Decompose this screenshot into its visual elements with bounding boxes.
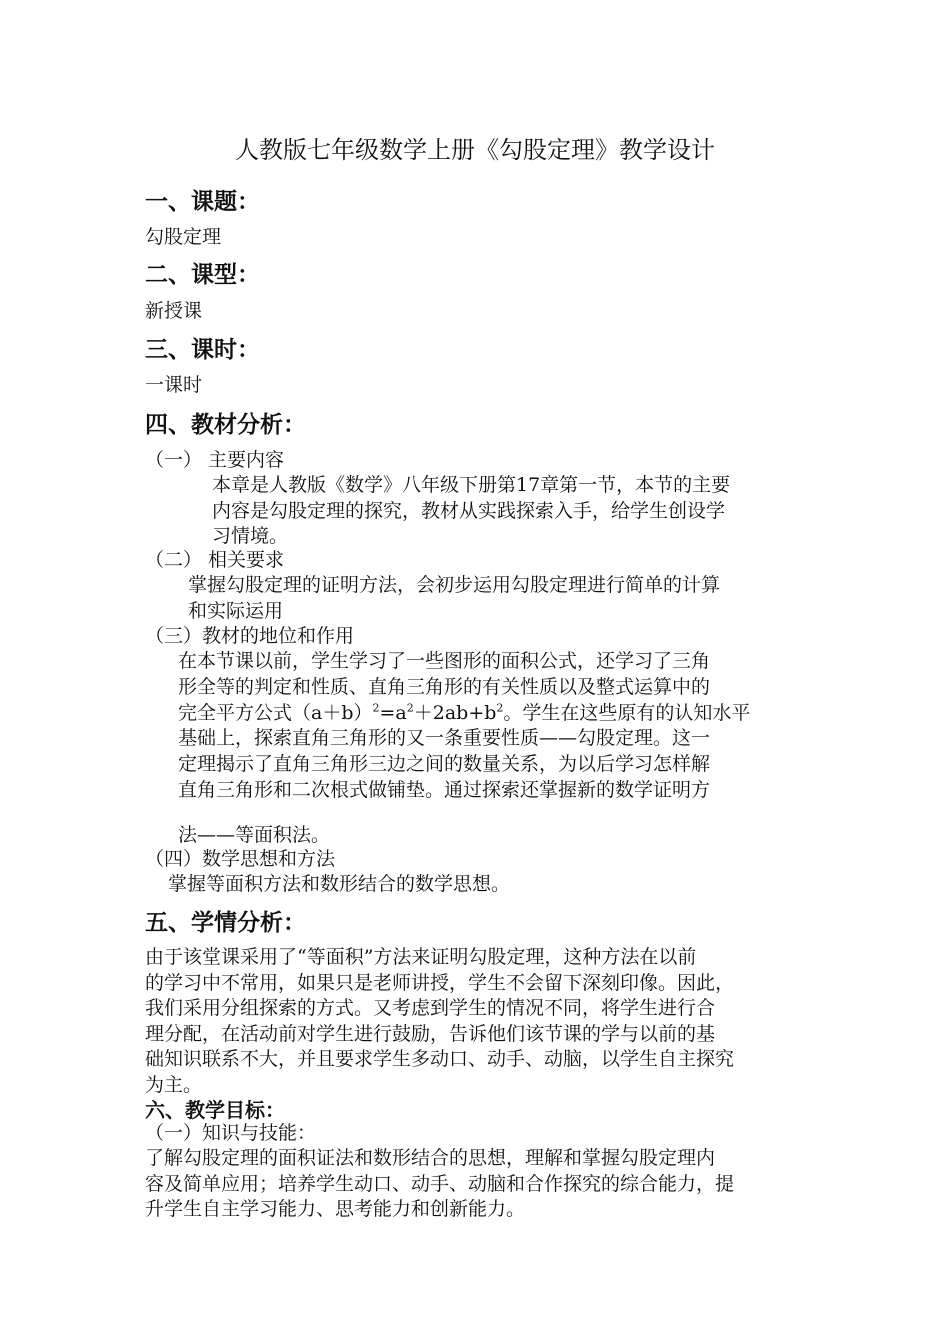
text-line: 容及简单应用；培养学生动口、动手、动脑和合作探究的综合能力，提 [145,1172,735,1195]
text-line: 我们采用分组探索的方式。又考虑到学生的情况不同，将学生进行合 [145,997,716,1019]
text-line: 定理揭示了直角三角形三边之间的数量关系，为以后学习怎样解 [178,753,711,776]
formula-part: =a [379,701,407,724]
formula-part: 完全平方公式（a＋b） [178,701,373,724]
sub-4-3-last-line: 法——等面积法。 [178,824,331,846]
section-2-body: 新授课 [145,300,203,322]
section-5-text [145,945,734,1098]
sub-4-1-text [212,473,730,550]
section-6-heading: 六、教学目标： [145,1098,285,1122]
sub-6-1-label: （一）知识与技能： [145,1122,317,1144]
document-title: 人教版七年级数学上册《勾股定理》教学设计 [235,136,715,164]
text-line: 和实际运用 [188,599,284,622]
text-line: 了解勾股定理的面积证法和数形结合的思想，理解和掌握勾股定理内 [145,1147,716,1169]
text-line: 本章是人教版《数学》八年级下册第17章第一节，本节的主要 [212,474,731,496]
section-3-body: 一课时 [145,374,203,396]
sub-4-2-text [188,573,720,624]
text-line: 习情境。 [212,525,289,547]
text-line: 形全等的判定和性质、直角三角形的有关性质以及整式运算中的 [178,675,711,698]
sub-4-3-text [178,649,750,804]
sub-4-2-label: （二） 相关要求 [145,549,285,571]
sub-4-3-label: （三）教材的地位和作用 [145,625,355,647]
formula-exponent: 2 [372,701,380,715]
formula-part: 。学生在这些原有的认知水平 [503,701,751,724]
text-line: 掌握勾股定理的证明方法，会初步运用勾股定理进行简单的计算 [188,574,721,596]
formula-exponent: 2 [406,701,414,715]
formula-exponent: 2 [496,701,504,715]
text-line: 内容是勾股定理的探究，教材从实践探索入手，给学生创设学 [212,499,726,522]
text-line: 为主。 [145,1073,203,1096]
sub-4-4-label: （四）数学思想和方法 [145,848,336,870]
formula-part: ＋2ab+b [413,701,497,724]
text-line: 理分配，在活动前对学生进行鼓励，告诉他们该节课的学与以前的基 [145,1022,716,1045]
sub-6-1-text [145,1146,734,1223]
text-line: 直角三角形和二次根式做铺垫。通过探索还掌握新的数学证明方 [178,778,711,801]
section-2-heading: 二、课型： [145,261,260,288]
text-line: 由于该堂课采用了“等面积”方法来证明勾股定理，这种方法在以前 [145,946,697,968]
section-5-heading: 五、学情分析： [145,909,306,936]
section-4-heading: 四、教材分析： [145,411,306,438]
section-1-heading: 一、课题： [145,188,260,215]
sub-4-1-label: （一） 主要内容 [145,449,285,471]
sub-4-4-text: 掌握等面积方法和数形结合的数学思想。 [168,873,511,895]
text-line: 升学生自主学习能力、思考能力和创新能力。 [145,1198,526,1220]
text-line-formula [178,701,750,727]
section-1-body: 勾股定理 [145,226,222,248]
text-line: 在本节课以前，学生学习了一些图形的面积公式，还学习了三角 [178,650,711,672]
section-3-heading: 三、课时： [145,336,260,363]
text-line: 基础上，探索直角三角形的又一条重要性质——勾股定理。这一 [178,727,711,750]
text-line: 的学习中不常用，如果只是老师讲授，学生不会留下深刻印像。因此， [145,971,735,994]
text-line: 础知识联系不大，并且要求学生多动口、动手、动脑，以学生自主探究 [145,1048,735,1070]
